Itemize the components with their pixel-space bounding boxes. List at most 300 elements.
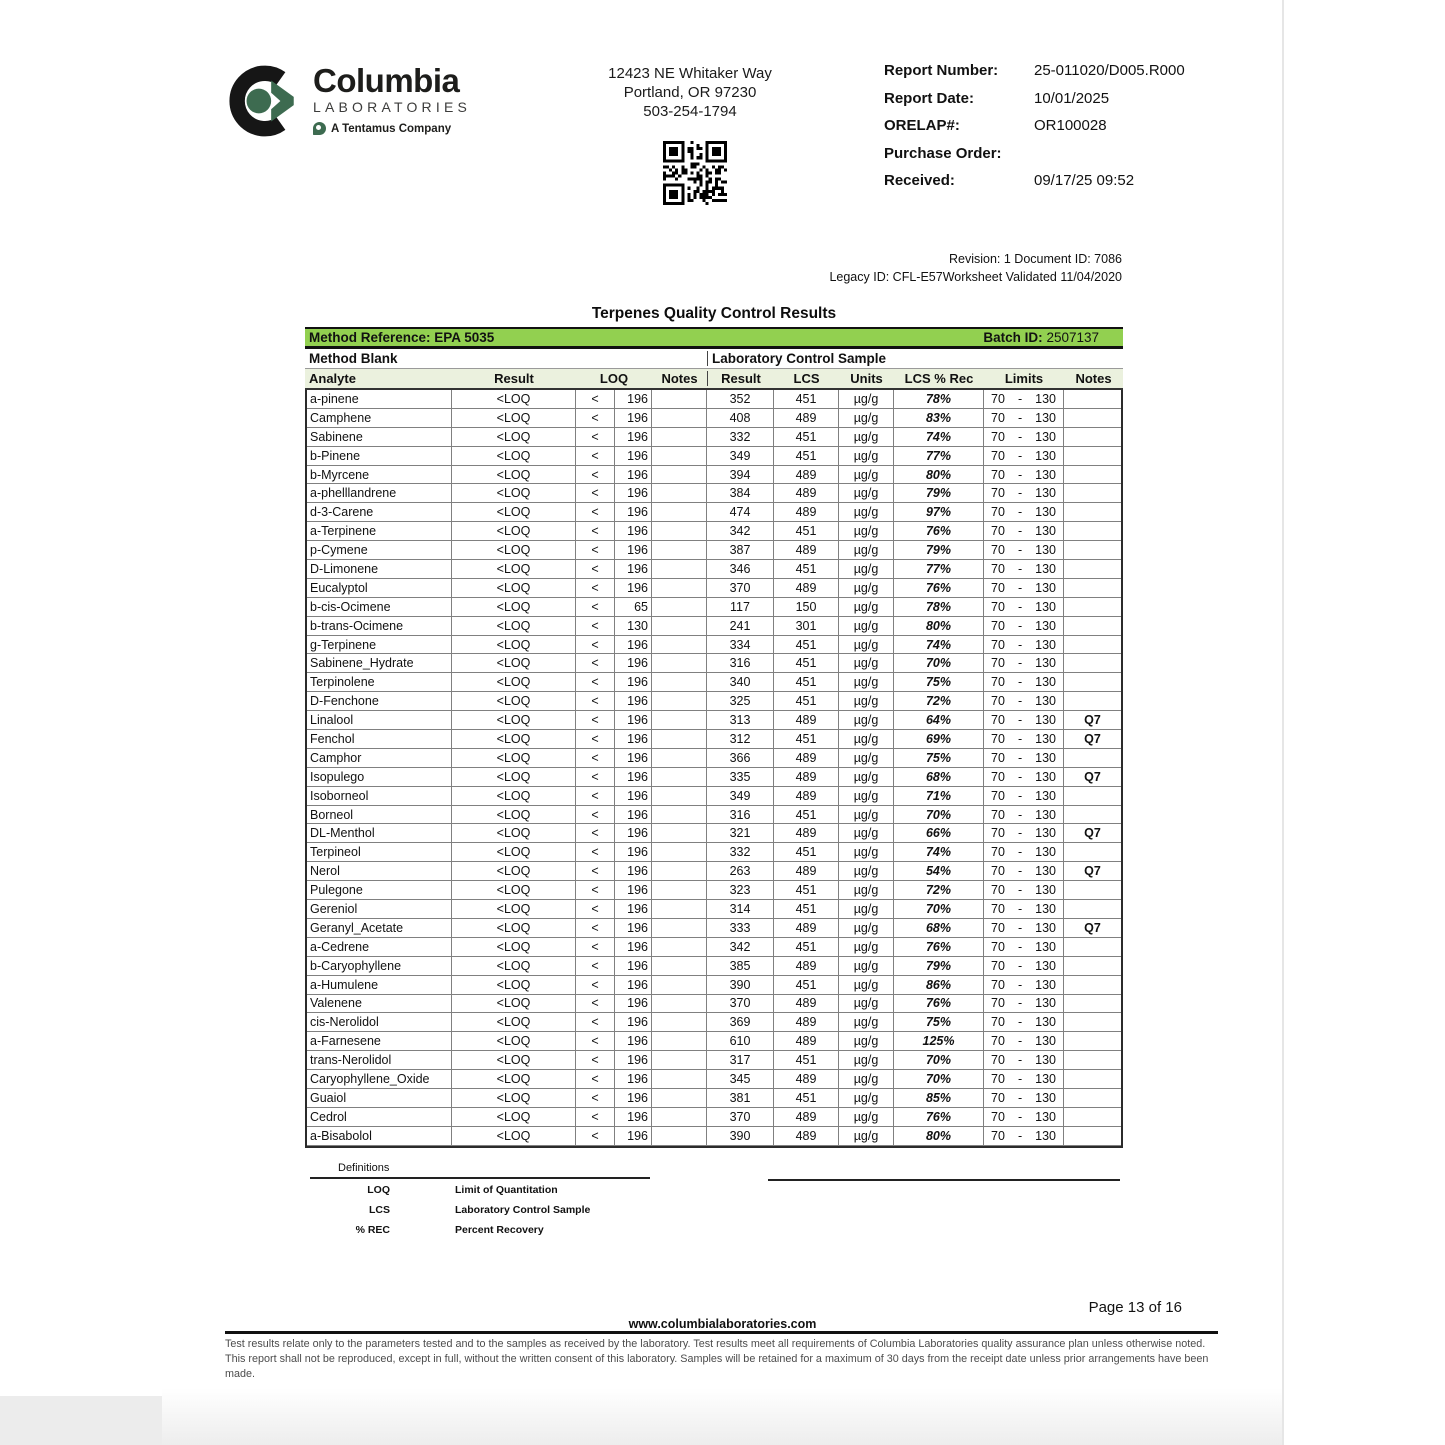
mb-notes-cell xyxy=(652,1013,707,1031)
loq-sign-cell: < xyxy=(576,617,615,635)
logo-brand: Columbia xyxy=(313,62,460,99)
limit-low: 70 xyxy=(991,788,1005,803)
lcs-result-cell: 369 xyxy=(707,1013,774,1031)
definitions-block xyxy=(310,1162,670,1239)
limits-cell xyxy=(984,824,1064,842)
lcs-result-cell: 342 xyxy=(707,522,774,540)
lcs-cell: 451 xyxy=(774,900,839,918)
report-field-value: 25-011020/D005.R000 xyxy=(1034,62,1185,79)
lcs-rec-cell: 79% xyxy=(894,484,984,502)
limits-cell xyxy=(984,466,1064,484)
table-row xyxy=(307,428,1121,447)
units-cell: µg/g xyxy=(839,1013,894,1031)
limit-low: 70 xyxy=(991,713,1005,728)
limits-cell xyxy=(984,1089,1064,1107)
mb-result-cell: <LOQ xyxy=(452,1013,576,1031)
analyte-cell: Linalool xyxy=(307,711,452,729)
units-cell: µg/g xyxy=(839,390,894,408)
lcs-notes-cell xyxy=(1064,881,1121,899)
revision-block xyxy=(829,250,1122,286)
limit-high: 130 xyxy=(1035,996,1056,1011)
loq-value-cell: 196 xyxy=(615,1032,652,1050)
lcs-notes-cell xyxy=(1064,957,1121,975)
report-field xyxy=(884,172,1254,200)
mb-notes-cell xyxy=(652,787,707,805)
lcs-rec-cell: 80% xyxy=(894,466,984,484)
loq-sign-cell: < xyxy=(576,560,615,578)
lcs-notes-cell xyxy=(1064,1108,1121,1126)
mb-notes-cell xyxy=(652,1051,707,1069)
limits-cell xyxy=(984,692,1064,710)
lcs-result-cell: 317 xyxy=(707,1051,774,1069)
limit-high: 130 xyxy=(1035,429,1056,444)
units-cell: µg/g xyxy=(839,938,894,956)
limit-low: 70 xyxy=(991,486,1005,501)
lcs-rec-cell: 77% xyxy=(894,447,984,465)
mb-result-cell: <LOQ xyxy=(452,503,576,521)
mb-result-cell: <LOQ xyxy=(452,522,576,540)
analyte-cell: p-Cymene xyxy=(307,541,452,559)
loq-sign-cell: < xyxy=(576,598,615,616)
units-cell: µg/g xyxy=(839,560,894,578)
lcs-result-cell: 474 xyxy=(707,503,774,521)
units-cell: µg/g xyxy=(839,692,894,710)
mb-notes-cell xyxy=(652,749,707,767)
lcs-rec-cell: 76% xyxy=(894,1108,984,1126)
loq-sign-cell: < xyxy=(576,1032,615,1050)
lcs-rec-cell: 80% xyxy=(894,617,984,635)
table-title: Terpenes Quality Control Results xyxy=(591,305,837,322)
report-field-label: ORELAP#: xyxy=(884,117,960,135)
mb-notes-cell xyxy=(652,484,707,502)
analyte-cell: Gereniol xyxy=(307,900,452,918)
mb-result-cell: <LOQ xyxy=(452,1032,576,1050)
col-analyte: Analyte xyxy=(309,371,356,386)
report-field-value: 10/01/2025 xyxy=(1034,89,1110,107)
lcs-notes-cell xyxy=(1064,466,1121,484)
definition-item xyxy=(310,1200,670,1219)
lcs-notes-cell xyxy=(1064,843,1121,861)
limit-low: 70 xyxy=(991,977,1005,992)
mb-notes-cell xyxy=(652,1089,707,1107)
limits-cell xyxy=(984,749,1064,767)
units-cell: µg/g xyxy=(839,1089,894,1107)
limit-high: 130 xyxy=(1035,920,1056,935)
lcs-rec-cell: 72% xyxy=(894,881,984,899)
limit-dash: - xyxy=(1017,543,1023,558)
limit-dash: - xyxy=(1017,750,1023,765)
limit-dash: - xyxy=(1017,769,1023,784)
definition-term: LCS xyxy=(369,1203,390,1216)
limit-low: 70 xyxy=(991,580,1005,595)
loq-value-cell: 196 xyxy=(615,749,652,767)
limit-low: 70 xyxy=(991,750,1005,765)
table-row xyxy=(307,1108,1121,1127)
lcs-result-cell: 335 xyxy=(707,768,774,786)
lcs-result-cell: 316 xyxy=(707,806,774,824)
lcs-result-cell: 390 xyxy=(707,1127,774,1145)
units-cell: µg/g xyxy=(839,995,894,1013)
table-row xyxy=(307,919,1121,938)
lcs-notes-cell xyxy=(1064,447,1121,465)
loq-value-cell: 196 xyxy=(615,1013,652,1031)
loq-sign-cell: < xyxy=(576,447,615,465)
table-row xyxy=(307,1013,1121,1032)
limit-high: 130 xyxy=(1035,883,1056,898)
lcs-cell: 451 xyxy=(774,843,839,861)
limit-high: 130 xyxy=(1035,845,1056,860)
limit-low: 70 xyxy=(991,391,1005,406)
limit-high: 130 xyxy=(1035,1053,1056,1068)
limit-high: 130 xyxy=(1035,977,1056,992)
loq-value-cell: 196 xyxy=(615,447,652,465)
loq-sign-cell: < xyxy=(576,654,615,672)
limits-cell xyxy=(984,843,1064,861)
lcs-result-cell: 390 xyxy=(707,976,774,994)
lcs-cell: 451 xyxy=(774,976,839,994)
mb-result-cell: <LOQ xyxy=(452,806,576,824)
columbia-logo-icon xyxy=(226,62,304,140)
lcs-cell: 451 xyxy=(774,654,839,672)
analyte-cell: Caryophyllene_Oxide xyxy=(307,1070,452,1088)
mb-result-cell: <LOQ xyxy=(452,862,576,880)
lcs-notes-cell xyxy=(1064,503,1121,521)
mb-notes-cell xyxy=(652,824,707,842)
loq-value-cell: 196 xyxy=(615,673,652,691)
lcs-rec-cell: 125% xyxy=(894,1032,984,1050)
page-edge-line xyxy=(1282,0,1284,1445)
mb-result-cell: <LOQ xyxy=(452,749,576,767)
definitions-heading: Definitions xyxy=(338,1162,390,1174)
lcs-rec-cell: 83% xyxy=(894,409,984,427)
lcs-cell: 301 xyxy=(774,617,839,635)
table-row xyxy=(307,995,1121,1014)
limit-low: 70 xyxy=(991,731,1005,746)
lcs-rec-cell: 97% xyxy=(894,503,984,521)
table-row xyxy=(307,484,1121,503)
lcs-notes-cell: Q7 xyxy=(1084,920,1101,935)
method-reference: Method Reference: EPA 5035 xyxy=(309,330,495,345)
units-cell: µg/g xyxy=(839,730,894,748)
limit-dash: - xyxy=(1017,599,1023,614)
units-cell: µg/g xyxy=(839,447,894,465)
col-units: Units xyxy=(850,371,883,386)
limit-high: 130 xyxy=(1035,675,1056,690)
mb-result-cell: <LOQ xyxy=(452,409,576,427)
lcs-rec-cell: 76% xyxy=(894,579,984,597)
lcs-notes-cell xyxy=(1064,1051,1121,1069)
address-line: Portland, OR 97230 xyxy=(623,84,757,101)
table-row xyxy=(307,749,1121,768)
limit-dash: - xyxy=(1017,467,1023,482)
limits-cell xyxy=(984,976,1064,994)
limit-high: 130 xyxy=(1035,713,1056,728)
table-row xyxy=(307,1089,1121,1108)
loq-value-cell: 196 xyxy=(615,768,652,786)
analyte-cell: Pulegone xyxy=(307,881,452,899)
mb-notes-cell xyxy=(652,447,707,465)
mb-notes-cell xyxy=(652,390,707,408)
table-row xyxy=(307,579,1121,598)
mb-result-cell: <LOQ xyxy=(452,938,576,956)
lcs-result-cell: 313 xyxy=(707,711,774,729)
loq-value-cell: 196 xyxy=(615,881,652,899)
mb-notes-cell xyxy=(652,428,707,446)
limit-high: 130 xyxy=(1035,656,1056,671)
lcs-result-cell: 325 xyxy=(707,692,774,710)
lcs-notes-cell xyxy=(1064,900,1121,918)
limits-cell xyxy=(984,900,1064,918)
lcs-result-cell: 385 xyxy=(707,957,774,975)
lcs-notes-cell xyxy=(1064,598,1121,616)
limits-cell xyxy=(984,1108,1064,1126)
lcs-notes-cell xyxy=(1064,1032,1121,1050)
lcs-notes-cell xyxy=(1064,428,1121,446)
limit-high: 130 xyxy=(1035,901,1056,916)
analyte-cell: Isoborneol xyxy=(307,787,452,805)
units-cell: µg/g xyxy=(839,1127,894,1145)
units-cell: µg/g xyxy=(839,787,894,805)
limit-dash: - xyxy=(1017,694,1023,709)
lcs-notes-cell xyxy=(1064,560,1121,578)
logo-tagline xyxy=(313,122,471,135)
units-cell: µg/g xyxy=(839,900,894,918)
loq-value-cell: 196 xyxy=(615,466,652,484)
lcs-result-cell: 323 xyxy=(707,881,774,899)
mb-result-cell: <LOQ xyxy=(452,1108,576,1126)
lcs-cell: 489 xyxy=(774,995,839,1013)
batch-id xyxy=(983,330,1099,345)
lcs-notes-cell xyxy=(1064,579,1121,597)
mb-result-cell: <LOQ xyxy=(452,957,576,975)
limit-high: 130 xyxy=(1035,391,1056,406)
loq-value-cell: 196 xyxy=(615,522,652,540)
mb-notes-cell xyxy=(652,1032,707,1050)
mb-notes-cell xyxy=(652,579,707,597)
mb-notes-cell xyxy=(652,711,707,729)
limit-high: 130 xyxy=(1035,731,1056,746)
lcs-cell: 489 xyxy=(774,484,839,502)
loq-value-cell: 130 xyxy=(615,617,652,635)
mb-notes-cell xyxy=(652,673,707,691)
limits-cell xyxy=(984,484,1064,502)
lcs-result-cell: 333 xyxy=(707,919,774,937)
definition-item xyxy=(310,1180,670,1199)
limits-cell xyxy=(984,636,1064,654)
analyte-cell: Camphor xyxy=(307,749,452,767)
limits-cell xyxy=(984,541,1064,559)
mb-result-cell: <LOQ xyxy=(452,390,576,408)
mb-result-cell: <LOQ xyxy=(452,1127,576,1145)
tagline-text: A Tentamus Company xyxy=(331,122,452,135)
limit-low: 70 xyxy=(991,901,1005,916)
table-row xyxy=(307,673,1121,692)
limit-low: 70 xyxy=(991,561,1005,576)
col-lcs: LCS xyxy=(793,371,820,386)
lcs-notes-cell xyxy=(1064,654,1121,672)
analyte-cell: a-Cedrene xyxy=(307,938,452,956)
limit-low: 70 xyxy=(991,448,1005,463)
mb-result-cell: <LOQ xyxy=(452,843,576,861)
analyte-cell: Terpineol xyxy=(307,843,452,861)
definition-description: Limit of Quantitation xyxy=(455,1183,558,1196)
lcs-cell: 451 xyxy=(774,636,839,654)
limit-high: 130 xyxy=(1035,467,1056,482)
mb-result-cell: <LOQ xyxy=(452,692,576,710)
lcs-rec-cell: 69% xyxy=(894,730,984,748)
loq-sign-cell: < xyxy=(576,711,615,729)
limit-high: 130 xyxy=(1035,788,1056,803)
loq-sign-cell: < xyxy=(576,673,615,691)
limit-dash: - xyxy=(1017,939,1023,954)
mb-result-cell: <LOQ xyxy=(452,560,576,578)
limit-dash: - xyxy=(1017,1090,1023,1105)
analyte-cell: Nerol xyxy=(307,862,452,880)
limits-cell xyxy=(984,654,1064,672)
limits-cell xyxy=(984,409,1064,427)
table-row xyxy=(307,692,1121,711)
analyte-cell: b-Myrcene xyxy=(307,466,452,484)
lcs-rec-cell: 64% xyxy=(894,711,984,729)
limits-cell xyxy=(984,1013,1064,1031)
lcs-cell: 489 xyxy=(774,503,839,521)
table-row xyxy=(307,636,1121,655)
table-row xyxy=(307,900,1121,919)
loq-sign-cell: < xyxy=(576,749,615,767)
mb-result-cell: <LOQ xyxy=(452,447,576,465)
table-row xyxy=(307,541,1121,560)
lcs-result-cell: 241 xyxy=(707,617,774,635)
lcs-cell: 451 xyxy=(774,881,839,899)
limit-dash: - xyxy=(1017,883,1023,898)
table-row xyxy=(307,881,1121,900)
qr-code xyxy=(663,141,727,205)
units-cell: µg/g xyxy=(839,428,894,446)
analyte-cell: Cedrol xyxy=(307,1108,452,1126)
analyte-cell: Eucalyptol xyxy=(307,579,452,597)
analyte-cell: Sabinene xyxy=(307,428,452,446)
mb-notes-cell xyxy=(652,1070,707,1088)
limit-dash: - xyxy=(1017,996,1023,1011)
mb-notes-cell xyxy=(652,466,707,484)
limit-low: 70 xyxy=(991,618,1005,633)
limit-low: 70 xyxy=(991,826,1005,841)
loq-sign-cell: < xyxy=(576,730,615,748)
limit-dash: - xyxy=(1017,731,1023,746)
lcs-rec-cell: 74% xyxy=(894,636,984,654)
limits-cell xyxy=(984,1051,1064,1069)
mb-result-cell: <LOQ xyxy=(452,768,576,786)
units-cell: µg/g xyxy=(839,503,894,521)
lcs-cell: 489 xyxy=(774,579,839,597)
limit-dash: - xyxy=(1017,1128,1023,1143)
lcs-cell: 451 xyxy=(774,390,839,408)
limits-cell xyxy=(984,806,1064,824)
table-row xyxy=(307,1032,1121,1051)
lcs-cell: 489 xyxy=(774,787,839,805)
units-cell: µg/g xyxy=(839,957,894,975)
definition-description: Percent Recovery xyxy=(455,1223,544,1236)
col-loq: LOQ xyxy=(599,371,629,386)
limit-high: 130 xyxy=(1035,864,1056,879)
lcs-notes-cell: Q7 xyxy=(1084,713,1101,728)
limit-low: 70 xyxy=(991,637,1005,652)
lcs-result-cell: 332 xyxy=(707,428,774,446)
loq-value-cell: 196 xyxy=(615,409,652,427)
loq-sign-cell: < xyxy=(576,976,615,994)
limit-dash: - xyxy=(1017,618,1023,633)
limit-low: 70 xyxy=(991,543,1005,558)
limit-low: 70 xyxy=(991,845,1005,860)
lcs-result-cell: 381 xyxy=(707,1089,774,1107)
table-row xyxy=(307,957,1121,976)
limit-high: 130 xyxy=(1035,618,1056,633)
limits-cell xyxy=(984,711,1064,729)
units-cell: µg/g xyxy=(839,673,894,691)
lcs-notes-cell: Q7 xyxy=(1084,731,1101,746)
units-cell: µg/g xyxy=(839,1051,894,1069)
mb-notes-cell xyxy=(652,862,707,880)
units-cell: µg/g xyxy=(839,541,894,559)
lcs-result-cell: 340 xyxy=(707,673,774,691)
mb-notes-cell xyxy=(652,768,707,786)
analyte-cell: DL-Menthol xyxy=(307,824,452,842)
table-row xyxy=(307,503,1121,522)
units-cell: µg/g xyxy=(839,711,894,729)
lcs-rec-cell: 68% xyxy=(894,919,984,937)
lcs-cell: 451 xyxy=(774,560,839,578)
loq-value-cell: 196 xyxy=(615,1051,652,1069)
limit-low: 70 xyxy=(991,675,1005,690)
lcs-cell: 489 xyxy=(774,1070,839,1088)
limits-cell xyxy=(984,938,1064,956)
lcs-cell: 489 xyxy=(774,711,839,729)
loq-sign-cell: < xyxy=(576,503,615,521)
limit-high: 130 xyxy=(1035,807,1056,822)
lcs-result-cell: 366 xyxy=(707,749,774,767)
lcs-cell: 451 xyxy=(774,1051,839,1069)
lcs-rec-cell: 77% xyxy=(894,560,984,578)
units-cell: µg/g xyxy=(839,636,894,654)
mb-result-cell: <LOQ xyxy=(452,711,576,729)
mb-notes-cell xyxy=(652,900,707,918)
limit-high: 130 xyxy=(1035,1034,1056,1049)
limit-dash: - xyxy=(1017,1053,1023,1068)
limits-cell xyxy=(984,522,1064,540)
limits-cell xyxy=(984,957,1064,975)
mb-notes-cell xyxy=(652,957,707,975)
loq-value-cell: 196 xyxy=(615,787,652,805)
limit-low: 70 xyxy=(991,1128,1005,1143)
limit-high: 130 xyxy=(1035,580,1056,595)
limit-dash: - xyxy=(1017,826,1023,841)
lcs-cell: 451 xyxy=(774,938,839,956)
units-cell: µg/g xyxy=(839,617,894,635)
loq-value-cell: 196 xyxy=(615,390,652,408)
limit-high: 130 xyxy=(1035,410,1056,425)
lcs-notes-cell xyxy=(1064,484,1121,502)
lcs-result-cell: 370 xyxy=(707,1108,774,1126)
loq-sign-cell: < xyxy=(576,768,615,786)
lcs-notes-cell xyxy=(1064,692,1121,710)
units-cell: µg/g xyxy=(839,749,894,767)
analyte-cell: a-Terpinene xyxy=(307,522,452,540)
lcs-cell: 451 xyxy=(774,522,839,540)
col-lcs-result: Result xyxy=(707,371,774,386)
loq-sign-cell: < xyxy=(576,1089,615,1107)
lcs-result-cell: 334 xyxy=(707,636,774,654)
table-row xyxy=(307,447,1121,466)
